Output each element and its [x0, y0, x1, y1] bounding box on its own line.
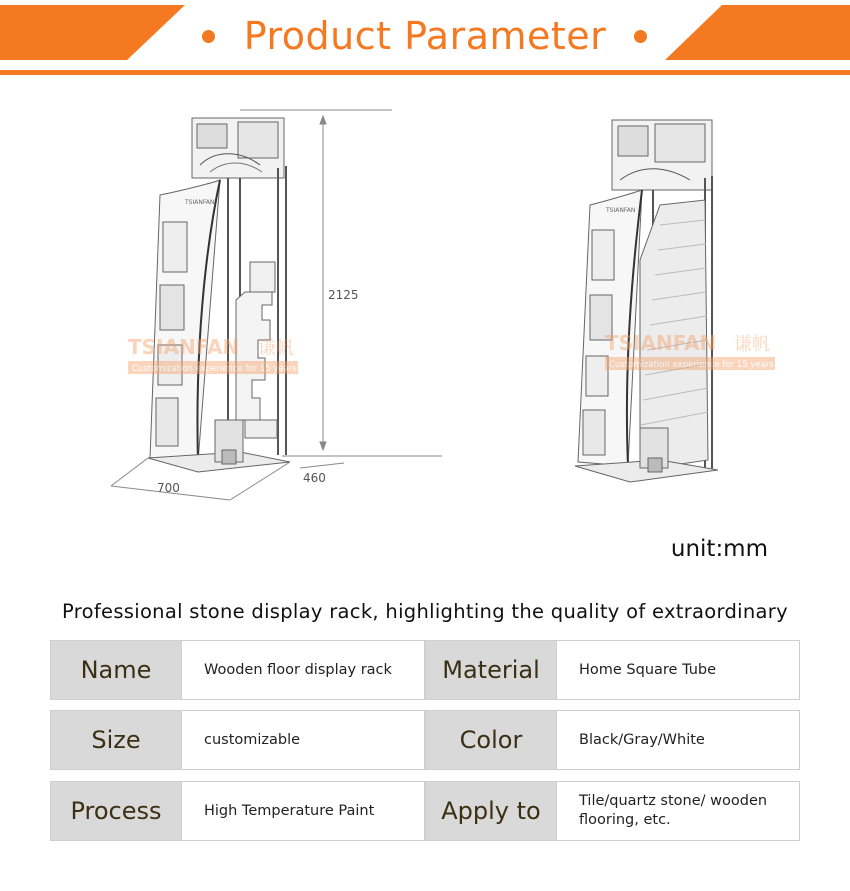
param-row — [50, 781, 800, 841]
param-value: Black/Gray/White — [556, 710, 800, 770]
page-title: Product Parameter — [243, 14, 607, 58]
param-label — [425, 710, 557, 770]
param-value: customizable — [181, 710, 425, 770]
rack-left — [148, 118, 290, 472]
unit-label: unit:mm — [670, 536, 768, 562]
watermark-brand-right: TSIANFAN — [605, 331, 717, 355]
dim-width-label: 700 — [157, 481, 180, 495]
watermark-slogan-left: Customization experience for 15 years — [132, 364, 297, 374]
watermark-right — [605, 331, 775, 370]
param-label-text: Apply to — [441, 797, 541, 825]
param-label-text: Size — [91, 726, 141, 754]
param-label — [50, 710, 182, 770]
param-value: Tile/quartz stone/ wooden flooring, etc. — [556, 781, 800, 841]
rack-right — [575, 120, 718, 482]
param-label — [50, 640, 182, 700]
param-label-text: Material — [442, 656, 540, 684]
rack-drawings — [0, 95, 850, 515]
rack-brand-left: TSIANFAN — [185, 199, 215, 206]
tagline: Professional stone display rack, highlighting the quality of extraordinary — [62, 600, 788, 623]
rack-brand-right: TSIANFAN — [606, 207, 636, 214]
dim-height-label: 2125 — [328, 288, 359, 302]
param-label-text: Process — [70, 797, 162, 825]
watermark-brand-left: TSIANFAN — [128, 335, 240, 359]
param-label-text: Color — [459, 726, 523, 754]
param-label — [425, 640, 557, 700]
param-row — [50, 710, 800, 770]
param-label — [50, 781, 182, 841]
param-value: High Temperature Paint — [181, 781, 425, 841]
watermark-cn-left: 谦帆 — [258, 338, 294, 359]
header-banner — [0, 0, 850, 78]
param-label — [425, 781, 557, 841]
product-illustration — [0, 95, 850, 515]
watermark-left — [128, 335, 298, 374]
dim-depth-label: 460 — [303, 471, 326, 485]
watermark-cn-right: 谦帆 — [734, 334, 770, 355]
param-value: Wooden floor display rack — [181, 640, 425, 700]
param-row — [50, 640, 800, 700]
title-dot-right — [634, 30, 647, 43]
watermark-slogan-right: Customization experience for 15 years — [609, 360, 774, 370]
param-value: Home Square Tube — [556, 640, 800, 700]
param-label-text: Name — [80, 656, 152, 684]
